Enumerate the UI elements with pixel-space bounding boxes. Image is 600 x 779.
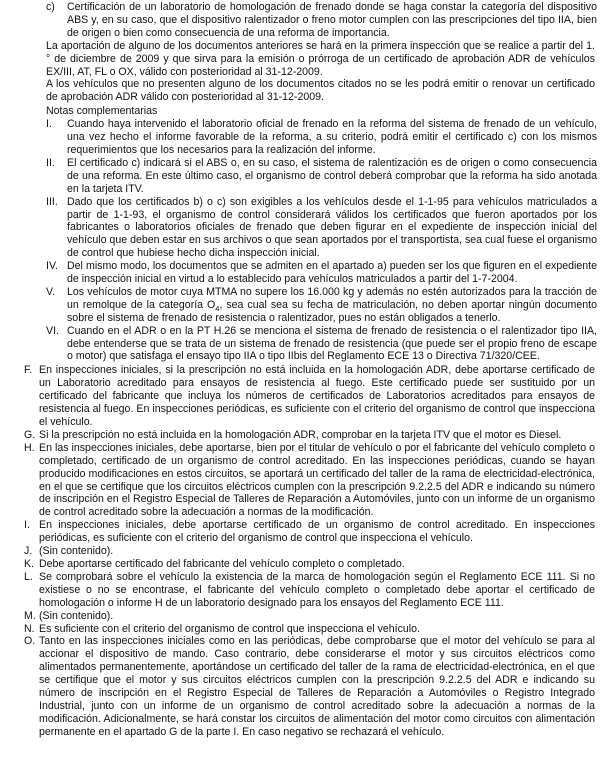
item-text: Certificación de un laboratorio de homologación de frenado donde se haga constar la categoría del dispositivo ABS y, en su caso, que el dispositivo ralentizador o freno motor cumplen con las prescripciones del tipo IIA, bien de origen o bien como consecuencia de una reforma de importancia.	[67, 1, 597, 39]
note-label: VI.	[46, 324, 59, 337]
heading-text: Notas complementarias	[46, 105, 158, 118]
notes-heading	[46, 105, 595, 118]
section-text: Es suficiente con el criterio del organismo de control que inspecciona el vehículo.	[39, 622, 420, 635]
section-item-j	[24, 545, 595, 558]
note-label: I.	[46, 118, 52, 131]
note-item	[46, 325, 597, 364]
section-label: G.	[24, 428, 36, 441]
note-item	[46, 260, 597, 286]
subscript-category: 4	[215, 303, 220, 313]
section-item-l	[24, 571, 595, 610]
section-text: Si la prescripción no está incluida en la homologación ADR, comprobar en la tarjeta ITV que el motor es Diesel.	[39, 428, 562, 441]
note-text: Del mismo modo, los documentos que se admiten en el apartado a) pueden ser los que figuren en el expediente de inspección inicial en virtud a lo establecido para vehículos matriculados a partir del 1-7-2004.	[67, 260, 597, 286]
section-text: En inspecciones iniciales, si la prescripción no está incluida en la homologación ADR, debe aportarse certificado de un Laboratorio acreditado para ensayos de resistencia al fuego. Este certificado puede ser sustituido por un certificado del fabricante que incluya los números de certificados de Laboratorios acreditados para ensayos de resistencia al fuego. En inspecciones periódicas, es suficiente con el criterio del organismo de control que inspecciona el vehículo.	[39, 364, 595, 428]
section-text: Tanto en las inspecciones iniciales como en las periódicas, debe comprobarse que el motor del vehículo se para al accionar el dispositivo de mando. Caso contrario, debe considerarse el motor y sus circuitos eléctricos como alimentados permanentemente, aportándose un certificado del taller de la rama de electricidad-electrónica, en el que se certifique que el motor y sus circuitos eléctricos cumplen con la prescripción 9.2.2.5 del ADR e indicando su número de inscripción en el Registro Especial de Talleres de Reparación a Automóviles o Registro Integrado Industrial, junto con un informe de un organismo de control acreditado sobre la adecuación a normas de la modificación. Adicionalmente, se hará constar los circuitos de alimentación del motor como circuitos con alimentación permanente en el apartado G de la parte I. En caso negativo se rechazará el vehículo.	[39, 635, 595, 738]
note-text-start: Los vehículos de motor cuya MTMA no supere los 16.000 kg y además no estén autorizados para la tracción de un remolque de la categoría O	[67, 285, 597, 311]
section-label: J.	[24, 545, 33, 558]
section-label: L.	[24, 570, 33, 583]
paragraph-text: La aportación de alguno de los documentos anteriores se hará en la primera inspección que se realice a partir del 1.° de diciembre de 2009 y que sirva para la emisión o prórroga de un certificado de aprobación ADR de vehículos EX/III, AT, FL o OX, válido con posterioridad al 31-12-2009.	[46, 39, 595, 78]
section-item-k	[24, 558, 595, 571]
section-item-f	[24, 364, 595, 429]
section-item-m	[24, 610, 595, 623]
section-text: Se comprobará sobre el vehículo la existencia de la marca de homologación según el Reglamento ECE 111. Si no existiese o no se encontrase, el fabricante del vehículo completo o completado debe aportar el certificado de homologación o informe H de un laboratorio designado para los ensayos del Reglamento ECE 111.	[39, 570, 595, 609]
section-text: En las inspecciones iniciales, debe aportarse, bien por el titular de vehículo o por el fabricante del vehículo completo o completado, certificado de un organismo de control acreditado. En las inspecciones periódicas, cuando se hayan producido modificaciones en estos circuitos, se aportará un certificado del taller de la rama de electricidad-electrónica, en el que se certifique que los circuitos eléctricos cumplen con la prescripción 9.2.2.5 del ADR e indicando su número de inscripción en el Registro Especial de Talleres de Reparación a Automóviles, junto con un informe de un organismo de control acreditado sobre la adecuación a normas de la modificación.	[39, 441, 595, 519]
section-label: K.	[24, 557, 35, 570]
note-label: III.	[46, 195, 58, 208]
note-text: Cuando en el ADR o en la PT H.26 se menciona el sistema de frenado de resistencia o el ralentizador tipo IIA, debe entenderse que se trata de un sistema de frenado de resistencia (que puede ser el propio freno de escape o motor) que satisfaga el ensayo tipo IIA o tipo IIbis del Reglamento ECE 13 o Directiva 71/320/CEE.	[67, 324, 597, 363]
section-item-n	[24, 623, 595, 636]
item-label: c)	[46, 1, 55, 13]
paragraph-aportacion	[46, 40, 595, 79]
note-item	[46, 157, 597, 196]
note-text: Cuando haya intervenido el laboratorio oficial de frenado en la reforma del sistema de frenado de un vehículo, una vez hecho el informe favorable de la reforma, a su criterio, podrá emitir el certificado c) con los mismos requerimientos que los necesarios para la realización del informe.	[67, 118, 597, 156]
section-label: M.	[24, 609, 36, 622]
section-text: Debe aportarse certificado del fabricante del vehículo completo o completado.	[39, 557, 405, 570]
note-item	[46, 118, 597, 157]
paragraph-text: A los vehículos que no presenten alguno de los documentos citados no se les podrá emitir o renovar un certificado de aprobación ADR válido con posterioridad al 31-12-2009.	[46, 78, 595, 104]
note-item	[46, 196, 597, 261]
section-label: F.	[24, 364, 33, 377]
section-item-g	[24, 429, 595, 442]
note-text: Dado que los certificados b) o c) son exigibles a los vehículos desde el 1-1-95 para vehículos matriculados a partir de 1-1-93, el organismo de control considerará válidos los certificados que fueron aportados por los fabricantes o laboratorios oficiales de frenado que deben figurar en el expediente de inspección inicial del vehículo que deben estar en sus archivos o que sean aportados por el transportista, sea cual fuese el organismo de control que hubiese hecho dicha inspección inicial.	[67, 195, 597, 260]
section-text: (Sin contenido).	[39, 545, 114, 558]
section-item-o	[24, 635, 595, 738]
paragraph-no-presenten	[46, 78, 595, 104]
section-item-h	[24, 442, 595, 519]
note-text: El certificado c) indicará si el ABS o, en su caso, el sistema de ralentización es de origen o como consecuencia de una reforma. En este último caso, el organismo de control deberá comprobar que la reforma ha sido anotada en la tarjeta ITV.	[67, 156, 597, 195]
note-text-end: , sea cual sea su fecha de matriculación, no deben aportar ningún documento sobre el sistema de frenado de resistencia o ralentizador, pues no están obligados a tenerlo.	[67, 298, 597, 324]
note-label: II.	[46, 156, 55, 169]
section-label: O.	[24, 635, 36, 648]
section-text: (Sin contenido).	[39, 609, 114, 622]
section-label: N.	[24, 622, 35, 635]
section-label: H.	[24, 441, 35, 454]
section-label: I.	[24, 519, 30, 532]
note-item	[46, 286, 597, 325]
note-label: IV.	[46, 260, 58, 273]
section-text: En inspecciones iniciales, debe aportarse certificado de un organismo de control acreditado. En inspecciones periódicas, es suficiente con el criterio del organismo de control que inspecciona el vehículo.	[39, 519, 595, 545]
note-label: V.	[46, 285, 56, 298]
certificate-item-c	[46, 1, 597, 40]
section-item-i	[24, 519, 595, 545]
